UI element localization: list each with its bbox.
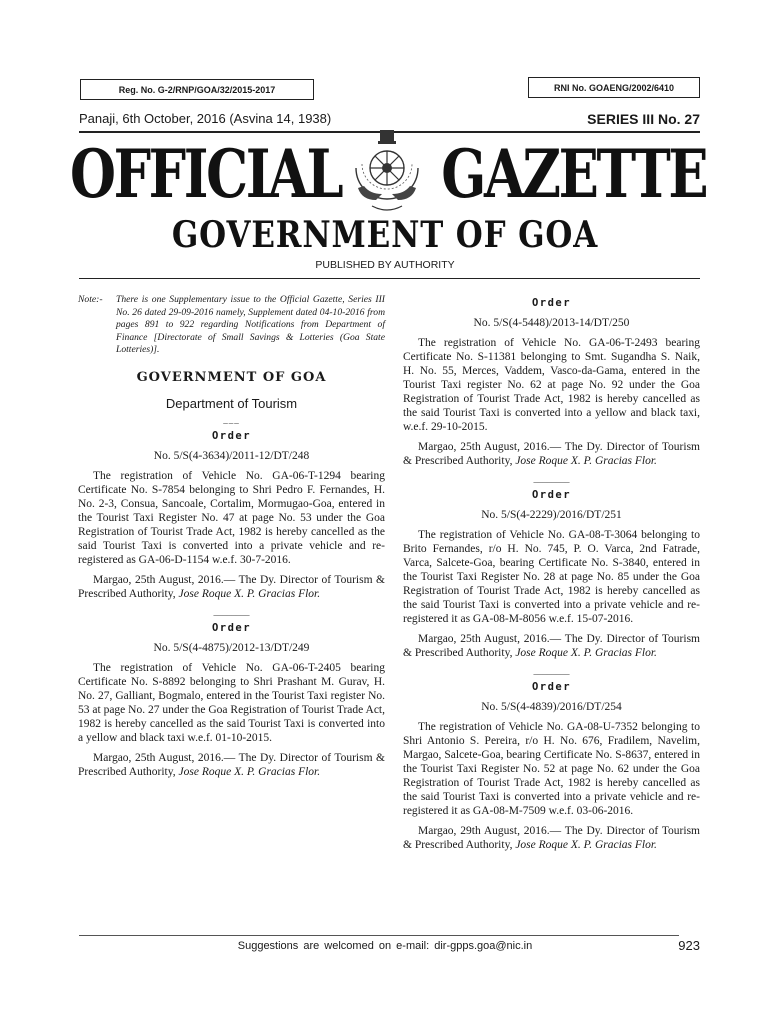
supplement-note [78,294,385,357]
rni-number-box: RNI No. GOAENG/2002/6410 [528,77,700,98]
order-body: The registration of Vehicle No. GA-08-T-3064 belonging to Brito Fernandes, r/o H. No. 745, P. O. Varca, 2nd Fatrade, Varca, Salcete-Goa, bearing Certificate No. S-3840, entered in the Tourist Taxi Register No. 28 at page No. 85 under the Goa Registration of Tourist Trade Act, 1982 is hereby cancelled as the said Tourist Taxi is converted into a private vehicle and re-registered it as GA-08-M-8056 w.e.f. 15-07-2016. [403,529,700,625]
order-number: No. 5/S(4-4875)/2012-13/DT/249 [153,641,310,654]
order-body: The registration of Vehicle No. GA-06-T-2493 bearing Certificate No. S-11381 belonging to Smt. Sugandha S. Naik, H. No. 55, Merces, Vaddem, Vasco-da-Gama, entered in the Tourist Taxi register No. 62 at page No. 92 under the Goa Registration of Tourist Trade Act, 1982 is hereby cancelled as the said Tourist Taxi is converted into a yellow and black taxi, w.e.f. 29-10-2015. [403,337,700,433]
footer-suggestions: Suggestions are welcomed on e-mail: dir-gpps.goa@nic.in [237,940,533,952]
masthead-gazette: GAZETTE [441,135,706,213]
order-number: No. 5/S(4-5448)/2013-14/DT/250 [473,317,630,329]
order-250 [403,296,700,484]
signatory-name: Jose Roque X. P. Gracias Flor. [515,839,657,851]
signature-text: Margao, 25th August, 2016.— The Dy. Director of Tourism & Prescribed Authority, [403,633,700,659]
order-signature [78,751,385,779]
note-label: Note:- [78,294,103,305]
order-248 [78,429,385,617]
order-signature [403,632,700,660]
order-number: No. 5/S(4-2229)/2016/DT/251 [481,509,622,521]
header-rule [79,278,700,279]
signatory-name: Jose Roque X. P. Gracias Flor. [515,647,657,659]
order-number: No. 5/S(4-3634)/2011-12/DT/248 [153,449,310,462]
order-body: The registration of Vehicle No. GA-08-U-7352 belonging to Shri Antonio S. Pereira, r/o H. No. 676, Fradilem, Navelim, Margao, Salcete-Goa, bearing Certificate No. S-8637, entered in the Tourist Taxi Register No. 52 at page No. 62 under the Goa Registration of Tourist Trade Act, 1982 is hereby cancelled as the said Tourist Taxi is converted into a private vehicle and re-registered it as GA-08-M-7509 w.e.f. 03-06-2016. [403,721,700,817]
government-title: GOVERNMENT OF GOA [171,214,599,256]
series-number: SERIES III No. 27 [587,111,700,127]
page-number: 923 [678,938,700,953]
order-heading: Order [211,429,252,442]
department-dash: ___ [223,414,240,425]
signature-text: Margao, 29th August, 2016.— The Dy. Director of Tourism & Prescribed Authority, [403,825,700,851]
masthead-official: OFFICIAL [70,135,342,213]
dateline: Panaji, 6th October, 2016 (Asvina 14, 1938) [79,111,332,126]
order-heading: Order [531,681,572,693]
order-254 [403,680,700,852]
order-251 [403,488,700,676]
order-heading: Order [211,621,252,634]
right-column [403,294,700,852]
signature-text: Margao, 25th August, 2016.— The Dy. Director of Tourism & Prescribed Authority, [78,573,385,600]
order-signature [403,440,700,468]
signature-text: Margao, 25th August, 2016.— The Dy. Director of Tourism & Prescribed Authority, [78,751,385,778]
signatory-name: Jose Roque X. P. Gracias Flor. [515,455,657,467]
note-text: There is one Supplementary issue to the Official Gazette, Series III No. 26 dated 29-09-2016 namely, Supplement dated 04-10-2016 from pages 891 to 922 regarding Notifications from Department of Finance [Directorate of Small Savings & Lotteries (Goa State Lotteries)]. [116,294,385,355]
order-signature [78,573,385,601]
footer-rule [79,935,679,936]
published-by-authority: PUBLISHED BY AUTHORITY [315,259,455,271]
signatory-name: Jose Roque X. P. Gracias Flor. [178,587,321,600]
order-separator: ________ [533,474,570,484]
department-title: Department of Tourism [165,395,298,411]
signatory-name: Jose Roque X. P. Gracias Flor. [178,765,321,778]
order-heading: Order [531,489,572,501]
state-emblem-icon [342,128,432,218]
order-number: No. 5/S(4-4839)/2016/DT/254 [481,701,622,713]
order-249 [78,621,385,779]
signature-text: Margao, 25th August, 2016.— The Dy. Director of Tourism & Prescribed Authority, [403,441,700,467]
order-heading: Order [531,297,572,309]
order-body: The registration of Vehicle No. GA-06-T-1294 bearing Certificate No. S-7854 belonging to Shri Pedro F. Fernandes, H. No. 2-3, Consua, Sancoale, Cortalim, Mormugao-Goa, entered in the Tourist Taxi Register No. 47 at page No. 53 under the Goa Registration of Tourist Trade Act, 1982 is hereby cancelled as the said Tourist Taxi is converted into a private vehicle and re-registered as GA-06-D-1154 w.e.f. 30-7-2016. [78,469,385,566]
order-body: The registration of Vehicle No. GA-06-T-2405 bearing Certificate No. S-8892 belonging to Shri Prashant M. Gurav, H. No. 27, Galliant, Bogmalo, entered in the Tourist Taxi register No. 53 at page No. 27 under the Goa Registration of Tourist Trade Act, 1982 is hereby cancelled as the said Tourist Taxi is converted into a yellow and black taxi w.e.f. 01-10-2015. [78,661,385,744]
order-separator: ________ [213,606,250,617]
registration-number-box: Reg. No. G-2/RNP/GOA/32/2015-2017 [80,79,314,100]
left-column [78,294,385,779]
order-signature [403,824,700,852]
order-separator: ________ [533,666,570,676]
section-government: GOVERNMENT OF GOA [136,369,327,385]
